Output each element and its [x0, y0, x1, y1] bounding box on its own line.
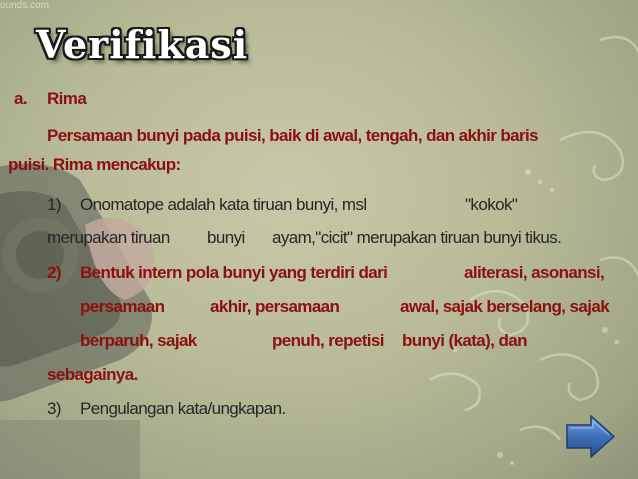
- section-heading: Rima: [47, 89, 87, 108]
- watermark-text: ounds.com: [0, 0, 49, 11]
- list-item-2-text: Bentuk intern pola bunyi yang terdiri dari: [80, 263, 388, 282]
- next-slide-button[interactable]: [565, 414, 616, 459]
- paragraph-line-1: Persamaan bunyi pada puisi, baik di awal, tengah, dan akhir baris: [47, 126, 538, 145]
- list-item-1-text: ayam,"cicit" merupakan tiruan bunyi tikus.: [272, 228, 562, 247]
- list-item-2-text: sebagainya.: [47, 365, 138, 384]
- list-item-2-text: bunyi (kata), dan: [402, 331, 527, 350]
- list-item-1-text: "kokok": [465, 195, 518, 214]
- list-item-2-text: penuh, repetisi: [272, 331, 384, 350]
- section-marker: a.: [14, 89, 27, 108]
- list-item-1-text: Onomatope adalah kata tiruan bunyi, msl: [80, 195, 367, 214]
- list-item-1-text: merupakan tiruan: [47, 228, 170, 247]
- slide-title: Verifikasi: [36, 22, 249, 67]
- list-item-2-text: persamaan: [80, 297, 165, 316]
- list-item-1-text: bunyi: [207, 228, 245, 247]
- list-item-2-text: berparuh, sajak: [80, 331, 197, 350]
- list-item-2-number: 2): [47, 263, 61, 282]
- list-item-3-number: 3): [47, 399, 61, 418]
- list-item-3-text: Pengulangan kata/ungkapan.: [80, 399, 286, 418]
- list-item-2-text: aliterasi, asonansi,: [464, 263, 605, 282]
- paragraph-line-2: puisi. Rima mencakup:: [8, 155, 181, 174]
- list-item-2-text: akhir, persamaan: [210, 297, 340, 316]
- list-item-1-number: 1): [47, 195, 61, 214]
- right-arrow-icon: [565, 414, 616, 459]
- list-item-2-text: awal, sajak berselang, sajak: [400, 297, 610, 316]
